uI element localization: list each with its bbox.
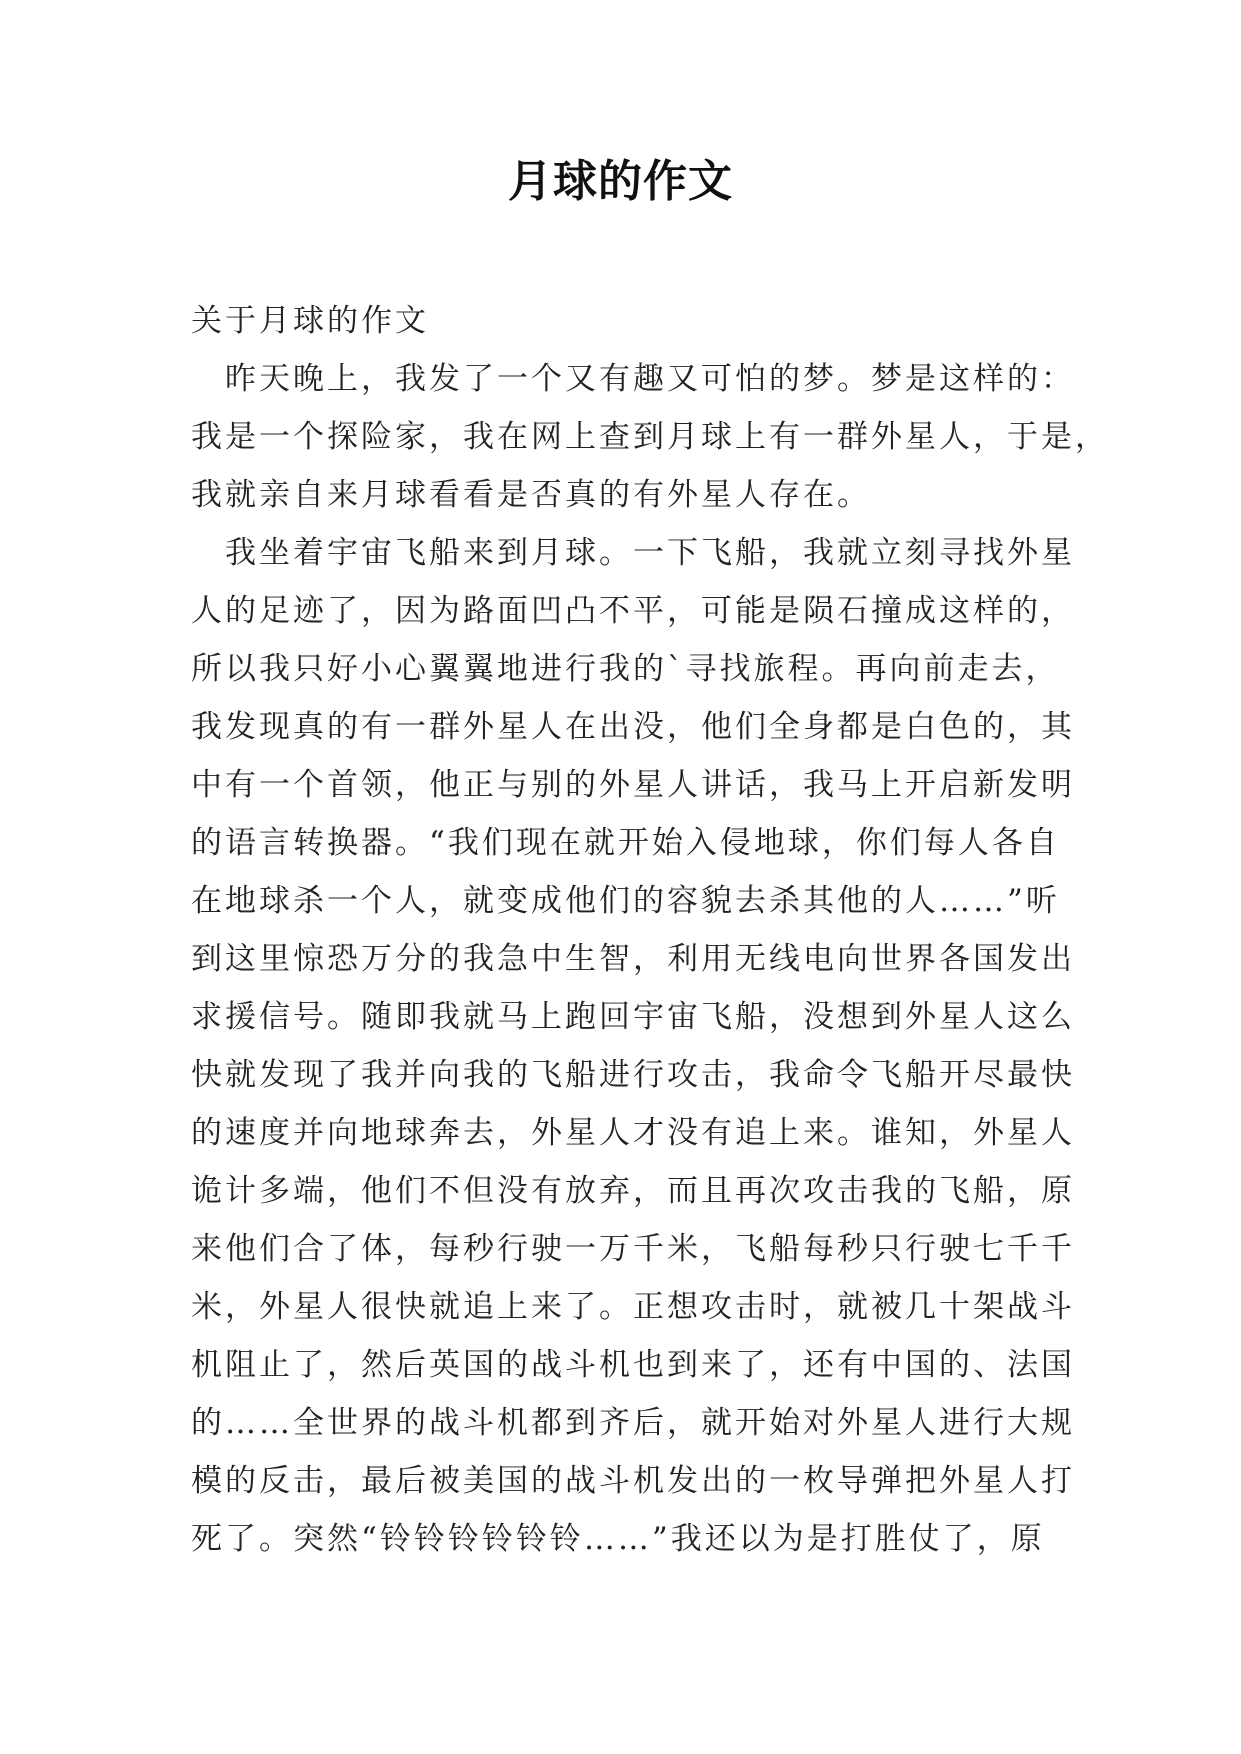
document-body: [191, 292, 1109, 1568]
body-line: 我就亲自来月球看看是否真的有外星人存在。: [191, 477, 871, 513]
body-line: 我是一个探险家，我在网上查到月球上有一群外星人，于是，: [191, 419, 1109, 455]
body-line: 所以我只好小心翼翼地进行我的`寻找旅程。再向前走去，: [191, 651, 1060, 687]
body-line: 我坐着宇宙飞船来到月球。一下飞船，我就立刻寻找外星: [191, 535, 1075, 571]
body-line: 米，外星人很快就追上来了。正想攻击时，就被几十架战斗: [191, 1289, 1075, 1325]
body-line: 诡计多端，他们不但没有放弃，而且再次攻击我的飞船，原: [191, 1173, 1075, 1209]
body-line: 昨天晚上，我发了一个又有趣又可怕的梦。梦是这样的：: [191, 361, 1075, 397]
body-line: 的语言转换器。“我们现在就开始入侵地球，你们每人各自: [191, 825, 1060, 861]
body-line: 的速度并向地球奔去，外星人才没有追上来。谁知，外星人: [191, 1115, 1075, 1151]
document-title: 月球的作文: [508, 156, 733, 207]
body-line: 的……全世界的战斗机都到齐后，就开始对外星人进行大规: [191, 1405, 1075, 1441]
body-line: 求援信号。随即我就马上跑回宇宙飞船，没想到外星人这么: [191, 999, 1075, 1035]
body-line: 机阻止了，然后英国的战斗机也到来了，还有中国的、法国: [191, 1347, 1075, 1383]
subtitle-line: 关于月球的作文: [191, 303, 429, 339]
body-line: 我发现真的有一群外星人在出没，他们全身都是白色的，其: [191, 709, 1075, 745]
body-line: 人的足迹了，因为路面凹凸不平，可能是陨石撞成这样的，: [191, 593, 1075, 629]
body-line: 在地球杀一个人，就变成他们的容貌去杀其他的人……”听: [191, 883, 1060, 919]
body-line: 模的反击，最后被美国的战斗机发出的一枚导弹把外星人打: [191, 1463, 1075, 1499]
body-line: 死了。突然“铃铃铃铃铃铃……”我还以为是打胜仗了，原: [191, 1521, 1045, 1557]
body-line: 到这里惊恐万分的我急中生智，利用无线电向世界各国发出: [191, 941, 1075, 977]
body-line: 中有一个首领，他正与别的外星人讲话，我马上开启新发明: [191, 767, 1075, 803]
body-line: 快就发现了我并向我的飞船进行攻击，我命令飞船开尽最快: [191, 1057, 1075, 1093]
body-line: 来他们合了体，每秒行驶一万千米，飞船每秒只行驶七千千: [191, 1231, 1075, 1267]
